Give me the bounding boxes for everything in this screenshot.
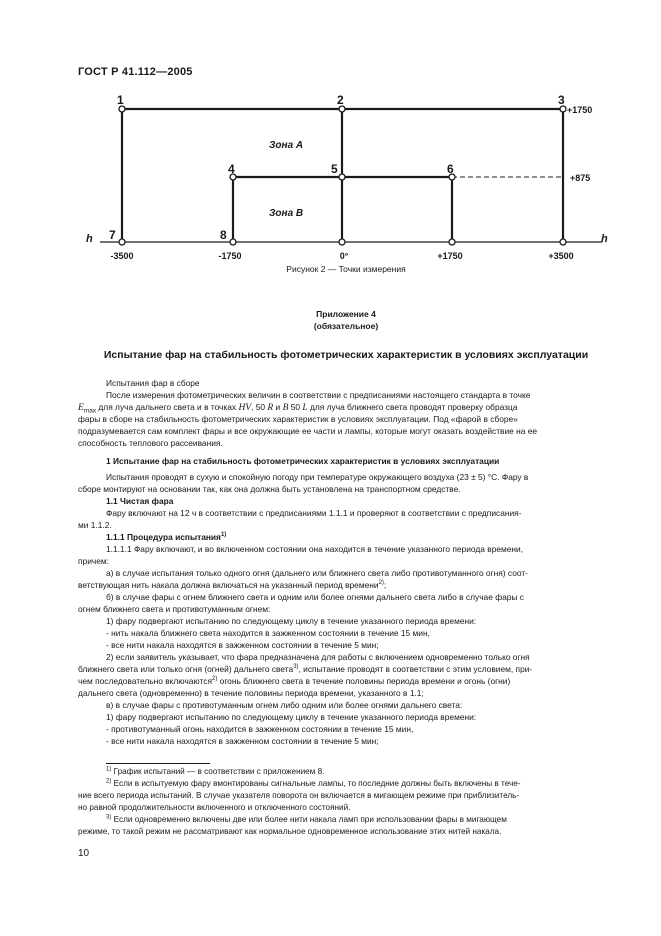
footnote-ref-3: 3) — [293, 664, 299, 671]
item-a-line-1: а) в случае испытания только одного огня (дальнего или ближнего света либо противотуманного огня) соот- — [106, 568, 528, 578]
point-5-marker — [339, 174, 345, 180]
footnote-3-line-2: режиме, то такой режим не рассматривают как нормальное одновременное использование этих нитей накала. — [78, 827, 502, 836]
footnote-ref-1: 1) — [220, 532, 227, 539]
item-b2-line-2 — [78, 663, 616, 675]
subsection-1-1-line-2: ми 1.1.2. — [78, 520, 112, 530]
x-label-minus-3500: -3500 — [110, 251, 134, 261]
intro-line-2-part: для луча дальнего света и в точках — [96, 402, 239, 412]
footnote-ref-2b: 2) — [211, 676, 218, 683]
point-7-marker — [119, 239, 125, 245]
intro-line-2 — [78, 401, 616, 413]
point-3-label: 3 — [558, 93, 565, 107]
item-b2-line-4: дальнего света (одновременно) в течение половины периода времени, указанного в 1.1; — [78, 688, 424, 698]
h-left-label: h — [86, 233, 93, 245]
intro-line-2-part: для луча ближнего света проводят проверку образца — [307, 402, 518, 412]
footnotes-block — [78, 766, 616, 838]
intro-line-1: После измерения фотометрических величин в соответствии с предписаниями настоящего стандарта в точке — [106, 390, 531, 400]
zone-a-label: Зона A — [269, 140, 304, 151]
item-b2-line-3 — [78, 675, 616, 687]
standard-header: ГОСТ Р 41.112—2005 — [78, 66, 193, 78]
footnote-ref-2: 2) — [378, 580, 384, 587]
appendix-subtitle: (обязательное) — [313, 321, 379, 331]
subsection-1-1-1-heading-text: 1.1.1 Процедура испытания — [106, 532, 221, 542]
zone-b-label: Зона B — [269, 208, 304, 219]
footnote-2-line-2: ние всего периода испытаний. В случае указателя поворота он включается в мигающем режиме при приблизитель- — [78, 791, 520, 800]
subsection-1-1-heading: 1.1 Чистая фара — [106, 496, 174, 506]
footnote-2-line-3: но равной продолжительности включенного и отключенного состояний. — [78, 803, 351, 812]
measurement-points-diagram — [0, 0, 661, 300]
item-a-line-2-end: ; — [383, 580, 387, 590]
l-symbol: L — [302, 403, 308, 413]
footnote-2-marker: 2) — [106, 778, 112, 785]
footnote-3-marker: 3) — [106, 814, 112, 821]
section-1-line-2: сборе монтируют на основании так, как она должна быть установлена на транспортном средстве. — [78, 484, 461, 494]
plus-3500-marker — [560, 239, 566, 245]
point-5-label: 5 — [331, 162, 338, 176]
point-7-label: 7 — [109, 228, 116, 242]
x-label-plus-1750: +1750 — [437, 251, 463, 261]
point-4-label: 4 — [228, 162, 235, 176]
footnote-divider — [106, 763, 210, 764]
point-1-label: 1 — [117, 93, 124, 107]
item-c1: 1) фару подвергают испытанию по следующему циклу в течение указанного периода времени: — [106, 712, 477, 722]
point-8-marker — [230, 239, 236, 245]
item-c-line-1: в) в случае фары с противотуманным огнем либо одним или более огнями дальнего света: — [106, 700, 463, 710]
x-label-minus-1750: -1750 — [218, 251, 242, 261]
x-label-zero: 0° — [339, 251, 349, 261]
item-b-line-2: огнем ближнего света и противотуманным огнем: — [78, 604, 271, 614]
footnote-3-text: Если одновременно включены две или более нити накала ламп при использовании фары в мигающем — [113, 815, 507, 824]
item-b2-line-3-text: чем последовательно включаются — [78, 676, 212, 686]
intro-line-3: фары в сборе на стабильность фотометрических характеристик в условиях эксплуатации. Под «фарой в сборе» — [78, 414, 518, 424]
b-symbol: B — [282, 403, 289, 413]
item-b-line-1: б) в случае фары с огнем ближнего света и одним или более огнями дальнего света либо в случае фары с — [106, 592, 524, 602]
appendix-title: Приложение 4 — [316, 309, 376, 319]
figure-caption: Рисунок 2 — Точки измерения — [286, 264, 406, 274]
section-1-heading: 1 Испытание фар на стабильность фотометрических характеристик в условиях эксплуатации — [106, 456, 500, 466]
intro-line-2-part: , 50 — [251, 402, 268, 412]
x-label-plus-3500: +3500 — [548, 251, 574, 261]
item-b1-a: - нить накала ближнего света находится в зажженном состоянии в течение 15 мин, — [106, 628, 430, 638]
origin-marker — [339, 239, 345, 245]
plus-1750-marker — [449, 239, 455, 245]
item-1-1-1-1-line-2: причем: — [78, 556, 109, 566]
footnote-1 — [106, 766, 616, 778]
h-right-label: h — [601, 233, 608, 245]
item-b1: 1) фару подвергают испытанию по следующему циклу в течение указанного периода времени: — [106, 616, 477, 626]
item-a-line-2 — [78, 579, 616, 591]
emax-symbol: E — [78, 403, 84, 413]
item-b2-line-2-text: ближнего света или только огня (огней) дальнего света — [78, 664, 294, 674]
item-b2-line-1: 2) если заявитель указывает, что фара предназначена для работы с включением одновременно только огня — [106, 652, 530, 662]
subsection-1-1-1-heading — [106, 531, 616, 543]
subsection-1-1-line-1: Фару включают на 12 ч в соответствии с предписаниями 1.1.1 и проверяют в соответствии с предписания- — [106, 508, 522, 518]
point-6-label: 6 — [447, 162, 454, 176]
point-8-label: 8 — [220, 228, 227, 242]
item-1-1-1-1-line-1: 1.1.1.1 Фару включают, и во включенном состоянии она находится в течение указанного периода времени, — [106, 544, 524, 554]
emax-subscript: max — [83, 407, 97, 413]
section-title: Испытание фар на стабильность фотометрических характеристик в условиях эксплуатации — [103, 349, 589, 361]
intro-line-5: способность теплового рассеивания. — [78, 438, 223, 448]
point-2-label: 2 — [337, 93, 344, 107]
r-symbol: R — [267, 403, 274, 413]
intro-block — [78, 377, 616, 449]
intro-line-4: подразумевается сам комплект фары и все окружающие ее части и лампы, которые могут оказать воздействие на ее — [78, 426, 538, 436]
footnote-1-text: График испытаний — в соответствии с приложением 8. — [113, 767, 325, 776]
y-label-plus-1750: +1750 — [567, 105, 593, 115]
footnote-2-text: Если в испытуемую фару вмонтированы сигнальные лампы, то последние должны быть включены в тече- — [113, 779, 521, 788]
item-c1-a: - противотуманный огонь находится в зажженном состоянии в течение 15 мин, — [106, 724, 414, 734]
footnote-3-line-1 — [106, 814, 616, 826]
hv-symbol: HV — [238, 403, 252, 413]
item-c1-b: - все нити накала находятся в зажженном состоянии в течение 5 мин; — [106, 736, 379, 746]
intro-heading: Испытания фар в сборе — [106, 378, 200, 388]
footnote-1-marker: 1) — [106, 766, 112, 773]
intro-line-2-part: 50 — [288, 402, 303, 412]
item-a-line-2-text: ветствующая нить накала должна включаться на указанный период времени — [78, 580, 379, 590]
item-b1-b: - все нити накала находятся в зажженном состоянии в течение 5 мин; — [106, 640, 379, 650]
footnote-2-line-1 — [106, 778, 616, 790]
section-1-line-1: Испытания проводят в сухую и спокойную погоду при температуре окружающего воздуха (23 ± 5) °С. Фару в — [106, 472, 529, 482]
item-b2-line-3-end: огонь ближнего света в течение половины периода времени и огонь (огни) — [217, 676, 511, 686]
item-b2-line-2-end: , испытание проводят в соответствии с этим условием, при- — [298, 664, 533, 674]
section-1-block — [78, 455, 616, 747]
page-number: 10 — [78, 848, 90, 859]
y-label-plus-875: +875 — [570, 173, 591, 183]
intro-line-2-part: и — [273, 402, 283, 412]
